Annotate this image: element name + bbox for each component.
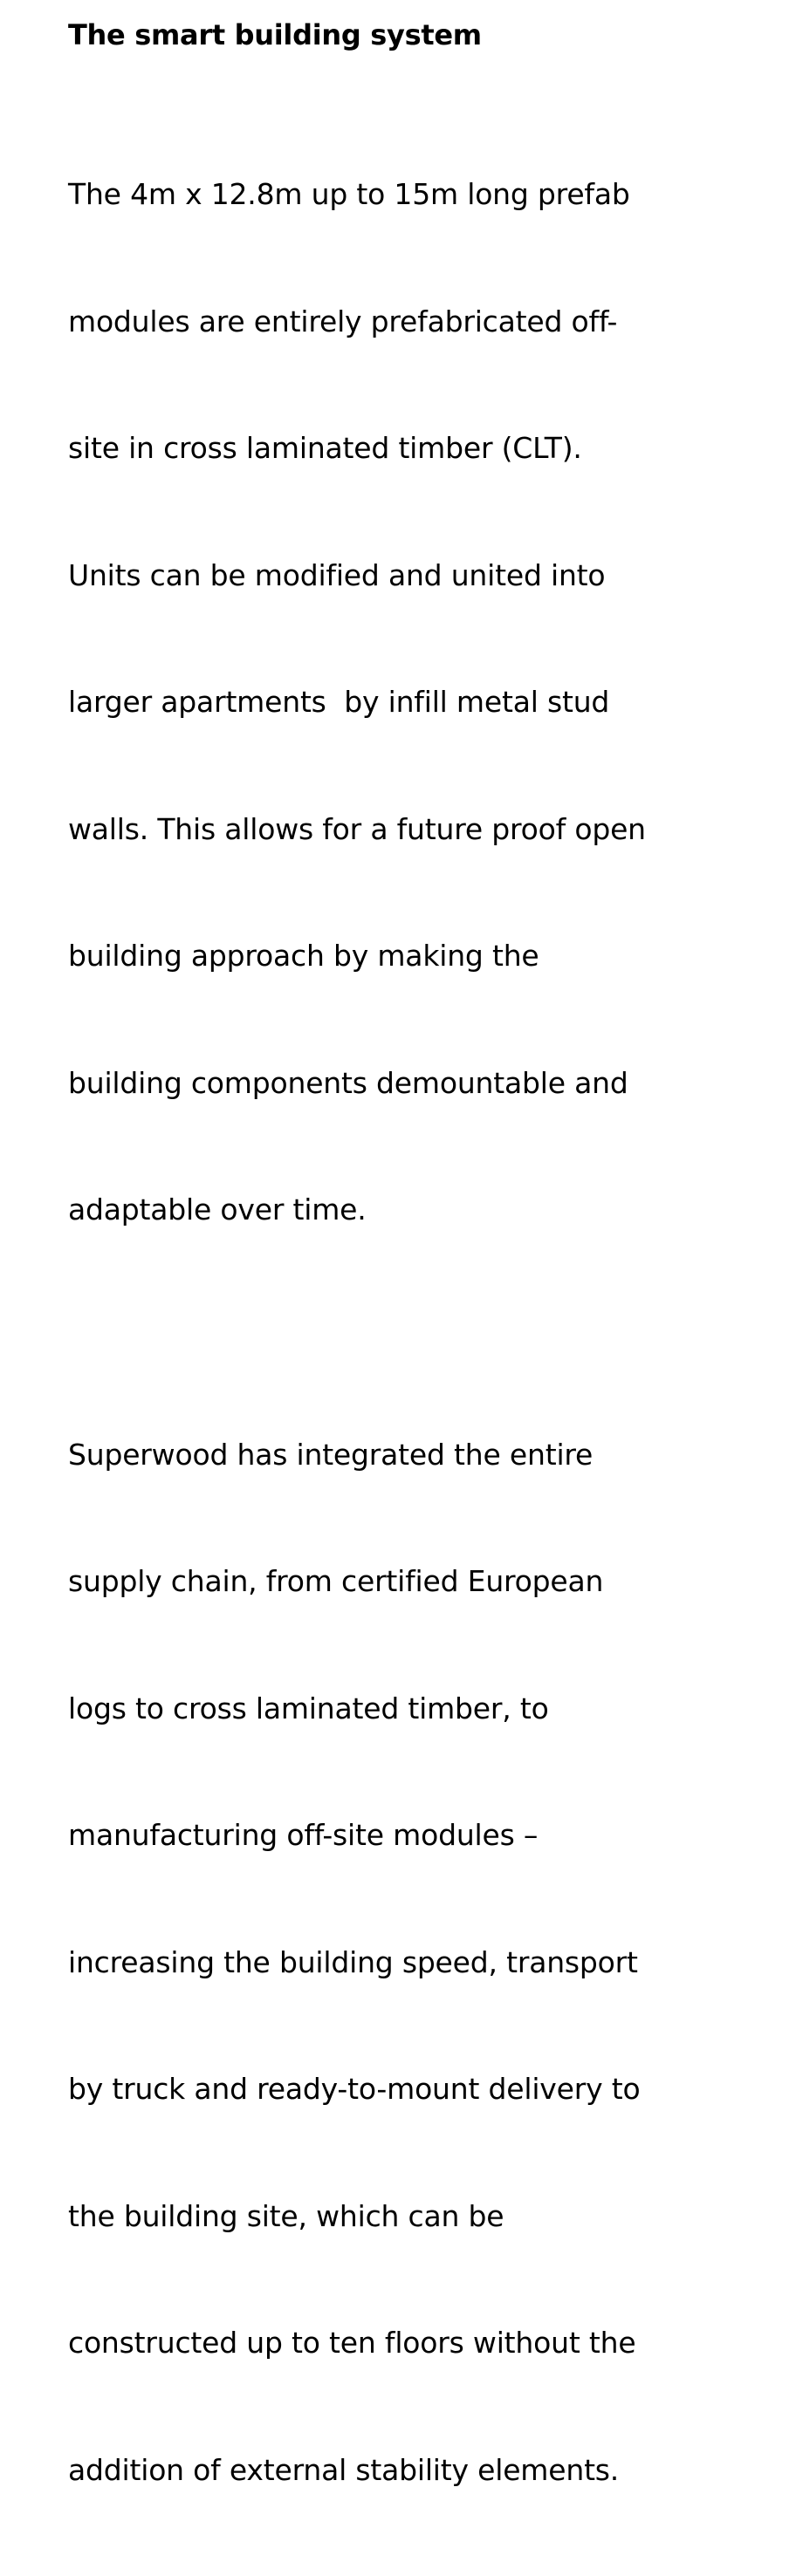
paragraph-line: by truck and ready-to-mount delivery to	[68, 2068, 766, 2111]
paragraph-line: supply chain, from certified European	[68, 1561, 766, 1603]
paragraph-line: the building site, which can be	[68, 2196, 766, 2238]
paragraph-2	[68, 1349, 766, 2576]
paragraph-line: The 4m x 12.8m up to 15m long prefab	[68, 174, 766, 216]
paragraph-line: Superwood has integrated the entire	[68, 1434, 766, 1477]
paragraph-line: manufacturing off-site modules –	[68, 1814, 766, 1857]
article-heading: The smart building system	[68, 14, 766, 56]
paragraph-1	[68, 89, 766, 1316]
paragraph-line: addition of external stability elements.	[68, 2450, 766, 2492]
paragraph-line: constructed up to ten floors without the	[68, 2322, 766, 2365]
paragraph-line: Units can be modified and united into	[68, 555, 766, 598]
paragraph-line: building approach by making the	[68, 935, 766, 978]
paragraph-line: modules are entirely prefabricated off-	[68, 301, 766, 344]
paragraph-line: larger apartments by infill metal stud	[68, 681, 766, 724]
article	[68, 14, 766, 2576]
paragraph-line: site in cross laminated timber (CLT).	[68, 427, 766, 470]
paragraph-line: increasing the building speed, transport	[68, 1942, 766, 1985]
paragraph-line: logs to cross laminated timber, to	[68, 1688, 766, 1731]
paragraph-line: adaptable over time.	[68, 1189, 766, 1232]
paragraph-line: building components demountable and	[68, 1063, 766, 1105]
paragraph-line: walls. This allows for a future proof open	[68, 809, 766, 851]
